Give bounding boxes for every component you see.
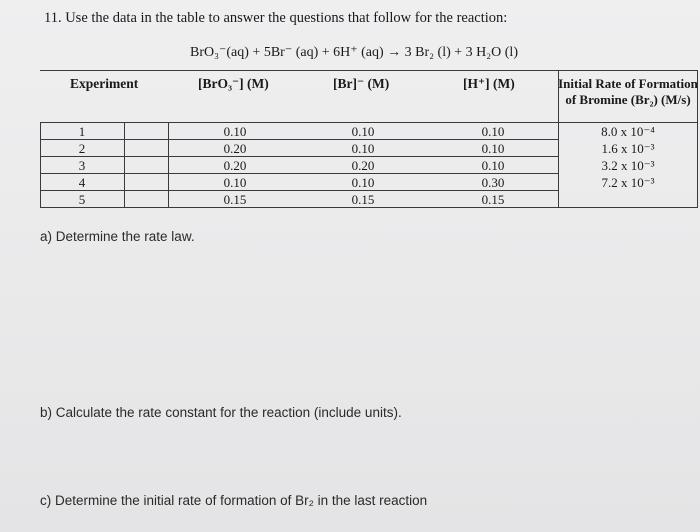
cell-rate: 8.0 x 10⁻⁴ (601, 124, 655, 139)
question-title: 11. Use the data in the table to answer the questions that follow for the reaction: (44, 10, 508, 26)
cell-rate: 7.2 x 10⁻³ (601, 175, 655, 190)
cell-br: 0.10 (351, 124, 375, 139)
header-experiment: Experiment (70, 76, 139, 91)
cell-experiment: 2 (78, 141, 86, 156)
cell-br: 0.10 (351, 175, 375, 190)
cell-experiment: 5 (78, 192, 86, 207)
cell-bro3: 0.15 (223, 192, 247, 207)
cell-experiment: 1 (78, 124, 86, 139)
cell-br: 0.20 (351, 158, 375, 173)
col-divider (124, 122, 125, 208)
question-part-a: a) Determine the rate law. (40, 229, 195, 244)
cell-bro3: 0.20 (223, 141, 247, 156)
cell-h: 0.15 (481, 192, 505, 207)
cell-br: 0.15 (351, 192, 375, 207)
cell-experiment: 4 (78, 175, 86, 190)
cell-bro3: 0.10 (223, 175, 247, 190)
cell-h: 0.10 (481, 158, 505, 173)
header-bro3: [BrO₃⁻] (M) (198, 76, 269, 91)
header-br: [Br]⁻ (M) (333, 76, 390, 91)
question-part-c: c) Determine the initial rate of formation of Br₂ in the last reaction (40, 493, 428, 508)
col-divider (168, 122, 169, 208)
cell-h: 0.10 (481, 141, 505, 156)
cell-h: 0.30 (481, 175, 505, 190)
cell-bro3: 0.10 (223, 124, 247, 139)
cell-br: 0.10 (351, 141, 375, 156)
cell-rate: 3.2 x 10⁻³ (601, 158, 655, 173)
header-h: [H⁺] (M) (463, 76, 515, 91)
table-border-top (40, 70, 698, 71)
cell-bro3: 0.20 (223, 158, 247, 173)
header-divider (40, 122, 698, 123)
cell-experiment: 3 (78, 158, 86, 173)
reaction-equation: BrO₃⁻(aq) + 5Br⁻ (aq) + 6H⁺ (aq) → 3 Br₂ (l) + 3 H₂O (l) (190, 45, 518, 60)
data-table (40, 70, 698, 208)
cell-h: 0.10 (481, 124, 505, 139)
cell-rate: 1.6 x 10⁻³ (601, 141, 655, 156)
question-part-b: b) Calculate the rate constant for the reaction (include units). (40, 405, 402, 420)
header-rate: Initial Rate of Formation of Bromine (Br₂) (M/s) (558, 76, 698, 107)
